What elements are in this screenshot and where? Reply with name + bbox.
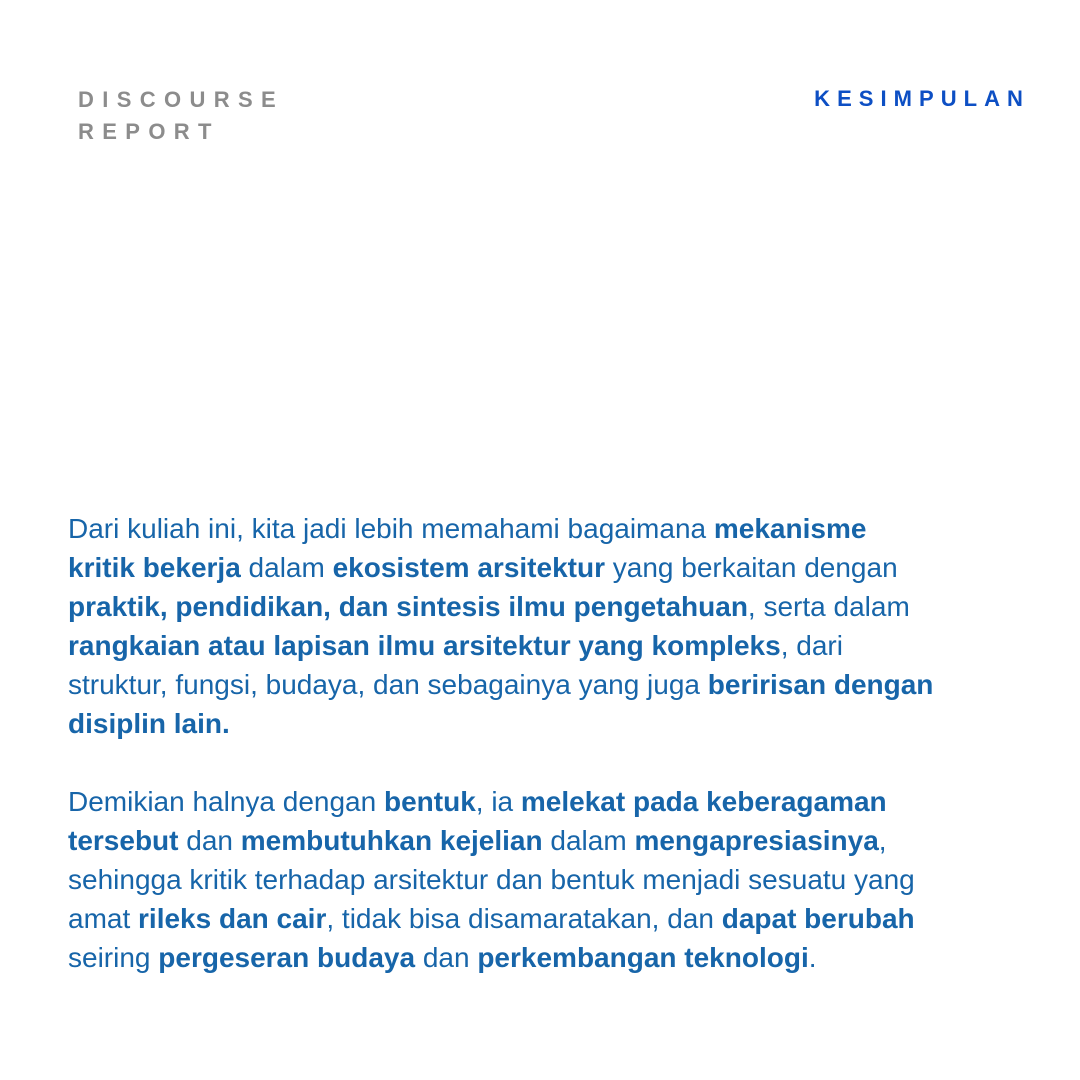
text-segment-bold: tersebut [68,825,179,856]
text-segment: dalam [240,552,333,583]
brand-line-2: REPORT [78,119,220,144]
text-segment-bold: dapat berubah [721,903,915,934]
text-segment-bold: bentuk [383,786,476,817]
text-segment: seiring [68,942,159,973]
text-segment-bold: mekanisme [713,513,867,544]
body-line [68,548,1028,587]
text-segment: , dari [780,630,843,661]
text-segment-bold: membutuhkan kejelian [240,825,543,856]
text-segment: dalam [542,825,635,856]
text-segment: sehingga kritik terhadap arsitektur dan bentuk menjadi sesuatu yang [68,864,915,895]
body-line [68,665,1028,704]
body-line [68,626,1028,665]
text-segment-bold: kritik bekerja [68,552,241,583]
text-segment: struktur, fungsi, budaya, dan sebagainya yang juga [68,669,708,700]
body-paragraph [68,782,1028,977]
text-segment-bold: melekat pada keberagaman [520,786,887,817]
text-segment: , [878,825,887,856]
body-line [68,704,1028,743]
text-segment-bold: mengapresiasinya [634,825,879,856]
section-title: KESIMPULAN [814,86,1030,111]
body-text [68,509,1028,977]
text-segment-bold: beririsan dengan [707,669,934,700]
text-segment: dan [178,825,241,856]
brand-title [78,84,284,148]
text-segment-bold: ekosistem arsitektur [332,552,605,583]
text-segment-bold: rangkaian atau lapisan ilmu arsitektur yang kompleks [68,630,781,661]
text-segment: Demikian halnya dengan [68,786,384,817]
body-line [68,860,1028,899]
text-segment: Dari kuliah ini, kita jadi lebih memahami bagaimana [68,513,714,544]
text-segment: , ia [475,786,521,817]
body-line [68,509,1028,548]
body-line [68,587,1028,626]
text-segment: amat [68,903,139,934]
body-paragraph [68,509,1028,743]
text-segment: yang berkaitan dengan [604,552,898,583]
text-segment: dan [415,942,478,973]
brand-line-1: DISCOURSE [78,87,285,112]
text-segment-bold: rileks dan cair [138,903,327,934]
text-segment: , serta dalam [747,591,910,622]
text-segment: . [808,942,817,973]
text-segment-bold: disiplin lain. [68,708,230,739]
text-segment-bold: pergeseran budaya [158,942,416,973]
body-line [68,782,1028,821]
text-segment-bold: perkembangan teknologi [477,942,809,973]
body-line [68,899,1028,938]
text-segment: , tidak bisa disamaratakan, dan [326,903,722,934]
text-segment-bold: praktik, pendidikan, dan sintesis ilmu pengetahuan [68,591,748,622]
body-line [68,821,1028,860]
body-line [68,938,1028,977]
